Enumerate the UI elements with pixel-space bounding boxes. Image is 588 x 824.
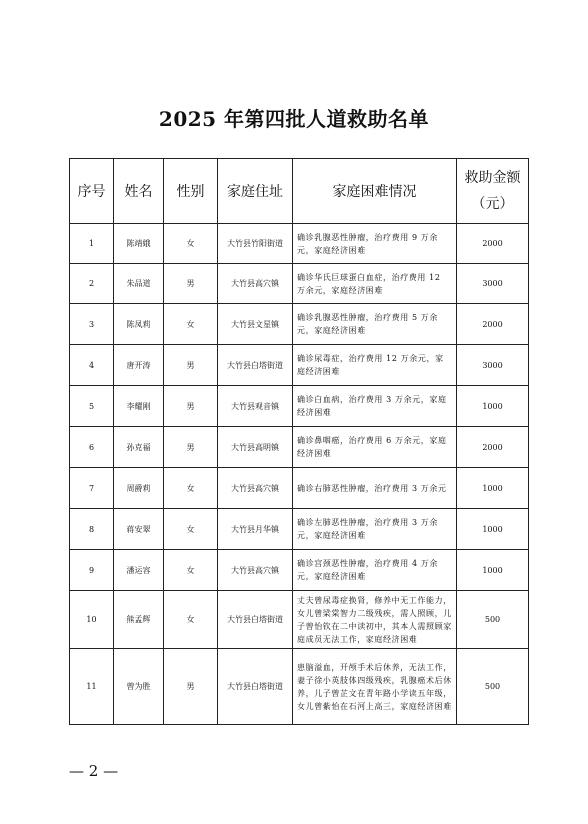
header-no: 序号 (70, 159, 114, 224)
header-gender: 性别 (164, 159, 218, 224)
cell-gender: 男 (164, 649, 218, 725)
cell-no: 6 (70, 427, 114, 468)
cell-no: 10 (70, 591, 114, 649)
cell-amount: 3000 (457, 264, 529, 304)
cell-gender: 男 (164, 264, 218, 304)
cell-no: 1 (70, 224, 114, 264)
cell-name: 朱品道 (114, 264, 164, 304)
table-row (70, 427, 529, 468)
cell-no: 5 (70, 386, 114, 427)
cell-no: 4 (70, 345, 114, 386)
table-row (70, 550, 529, 591)
header-amount: 救助金额（元） (457, 159, 529, 224)
cell-amount: 1000 (457, 550, 529, 591)
cell-address: 大竹县高穴镇 (218, 264, 293, 304)
header-name: 姓名 (114, 159, 164, 224)
cell-no: 9 (70, 550, 114, 591)
table-row (70, 345, 529, 386)
cell-condition: 确诊华氏巨球蛋白血症，治疗费用 12 万余元，家庭经济困难 (293, 264, 457, 304)
page-title: 2025 年第四批人道救助名单 (158, 107, 430, 131)
cell-address: 大竹县观音镇 (218, 386, 293, 427)
cell-no: 7 (70, 468, 114, 509)
cell-amount: 1000 (457, 468, 529, 509)
cell-no: 2 (70, 264, 114, 304)
cell-gender: 男 (164, 345, 218, 386)
cell-name: 陈凤莉 (114, 304, 164, 345)
header-address: 家庭住址 (218, 159, 293, 224)
cell-name: 熊孟辉 (114, 591, 164, 649)
cell-gender: 女 (164, 224, 218, 264)
cell-amount: 1000 (457, 386, 529, 427)
cell-no: 8 (70, 509, 114, 550)
cell-condition: 患脑溢血，开颅手术后休养，无法工作，妻子徐小英肢体四级残疾，乳腺癌术后休养，儿子曾芷文在青年路小学读五年级，女儿曾紫怡在石河上高三，家庭经济困难 (293, 649, 457, 725)
cell-amount: 3000 (457, 345, 529, 386)
cell-condition: 确诊左肺恶性肿瘤，治疗费用 3 万余元，家庭经济困难 (293, 509, 457, 550)
relief-list-table (69, 158, 529, 725)
table-row (70, 264, 529, 304)
cell-amount: 2000 (457, 427, 529, 468)
cell-gender: 男 (164, 427, 218, 468)
cell-amount: 2000 (457, 304, 529, 345)
cell-address: 大竹县白塔街道 (218, 345, 293, 386)
cell-gender: 女 (164, 468, 218, 509)
cell-condition: 确诊尿毒症，治疗费用 12 万余元，家庭经济困难 (293, 345, 457, 386)
table-row (70, 468, 529, 509)
cell-address: 大竹县月华镇 (218, 509, 293, 550)
cell-address: 大竹县高穴镇 (218, 550, 293, 591)
table-header-row (70, 159, 529, 224)
cell-name: 陈靖娥 (114, 224, 164, 264)
cell-name: 唐开涛 (114, 345, 164, 386)
cell-name: 蒋安翠 (114, 509, 164, 550)
cell-condition: 确诊乳腺恶性肿瘤，治疗费用 5 万余元，家庭经济困难 (293, 304, 457, 345)
cell-address: 大竹县竹阳街道 (218, 224, 293, 264)
table-row (70, 224, 529, 264)
cell-condition: 确诊鼻咽癌，治疗费用 6 万余元，家庭经济困难 (293, 427, 457, 468)
cell-gender: 女 (164, 591, 218, 649)
table-row (70, 509, 529, 550)
cell-condition: 确诊白血病，治疗费用 3 万余元，家庭经济困难 (293, 386, 457, 427)
cell-amount: 1000 (457, 509, 529, 550)
table-row (70, 386, 529, 427)
cell-name: 曾为胜 (114, 649, 164, 725)
table-row (70, 649, 529, 725)
cell-condition: 确诊宫颈恶性肿瘤，治疗费用 4 万余元，家庭经济困难 (293, 550, 457, 591)
cell-amount: 2000 (457, 224, 529, 264)
cell-no: 3 (70, 304, 114, 345)
cell-condition: 丈夫曾尿毒症换肾，修养中无工作能力，女儿曾梁棠智力二级残疾，需人照顾，儿子曾怡钦在二中读初中，其本人需照顾家庭成员无法工作，家庭经济困难 (293, 591, 457, 649)
header-condition: 家庭困难情况 (293, 159, 457, 224)
cell-no: 11 (70, 649, 114, 725)
table-row (70, 304, 529, 345)
cell-gender: 男 (164, 386, 218, 427)
cell-address: 大竹县文星镇 (218, 304, 293, 345)
cell-name: 孙克福 (114, 427, 164, 468)
table-row (70, 591, 529, 649)
cell-name: 潘运容 (114, 550, 164, 591)
cell-condition: 确诊乳腺恶性肿瘤，治疗费用 9 万余元，家庭经济困难 (293, 224, 457, 264)
cell-amount: 500 (457, 649, 529, 725)
cell-amount: 500 (457, 591, 529, 649)
cell-name: 周爵莉 (114, 468, 164, 509)
cell-address: 大竹县高穴镇 (218, 468, 293, 509)
cell-address: 大竹县白塔街道 (218, 591, 293, 649)
cell-gender: 女 (164, 550, 218, 591)
cell-gender: 女 (164, 304, 218, 345)
cell-condition: 确诊右肺恶性肿瘤，治疗费用 3 万余元 (293, 468, 457, 509)
cell-address: 大竹县高明镇 (218, 427, 293, 468)
cell-address: 大竹县白塔街道 (218, 649, 293, 725)
cell-name: 李耀刚 (114, 386, 164, 427)
cell-gender: 女 (164, 509, 218, 550)
page-number: — 2 — (69, 762, 119, 780)
